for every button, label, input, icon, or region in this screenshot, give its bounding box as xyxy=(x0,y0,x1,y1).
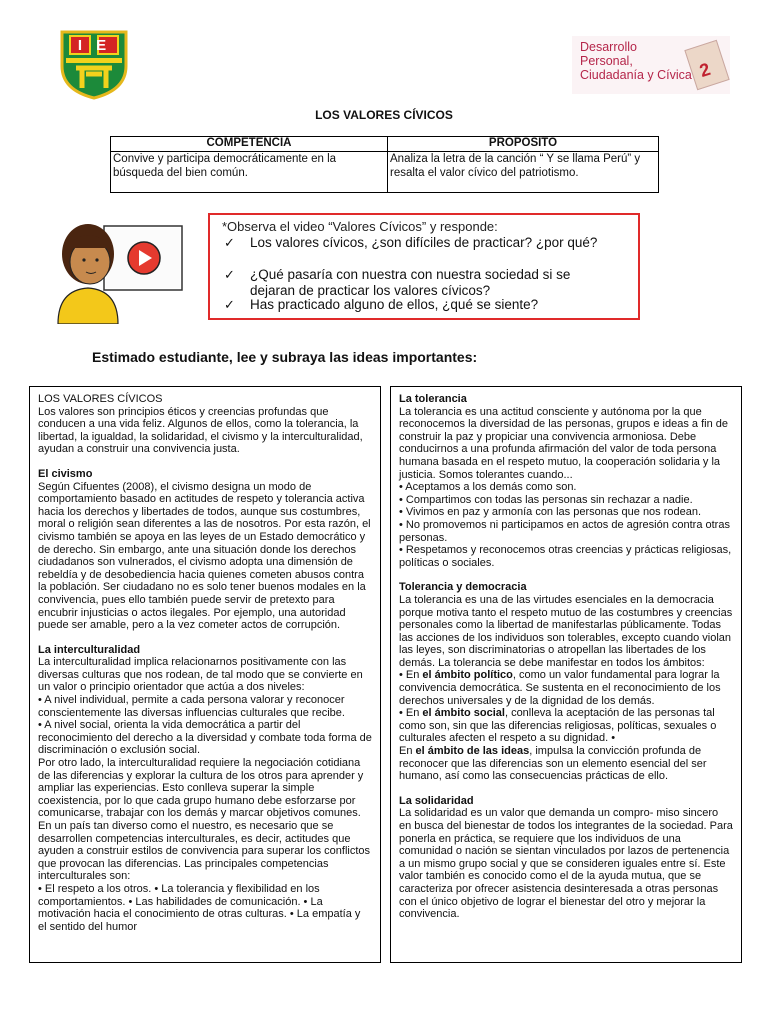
section-heading: El civismo xyxy=(38,467,93,480)
observe-box xyxy=(208,213,640,320)
paragraph: En un país tan diverso como el nuestro, es necesario que se desarrollen competencias interculturales, es decir, actitudes que ayuden a construir estilos de convivencia para superar los conflictos que provocan las diferencias. Las principales competencias interculturales son: xyxy=(38,820,371,883)
cell-proposito: Analiza la letra de la canción “ Y se llama Perú” y resalta el valor cívico del patriotismo. xyxy=(388,152,659,193)
section-heading: La interculturalidad xyxy=(38,643,141,656)
question-item xyxy=(224,267,610,299)
question-text: Los valores cívicos, ¿son difíciles de practicar? ¿por qué? xyxy=(250,235,598,250)
question-text: Has practicado alguno de ellos, ¿qué se siente? xyxy=(250,297,539,312)
paragraph: Según Cifuentes (2008), el civismo designa un modo de comportamiento basado en actitudes de respeto y tolerancia activa hacia los derechos y libertades de todos, aunque sus costumbres, moral o religión sean diferentes a las de nosotros. Por esta razón, el civismo también se apoya en las leyes de un Estado democrático y de derecho. Sin embargo, ante una situación donde los derechos ciudadanos son vulnerados, el civismo adopta una dimensión de rebeldía y de desobediencia hacia quienes cometen abusos contra la población. Ser ciudadano no es solo tener buenos modales en la convivencia, pues ello también puede servir de pretexto para encubrir injusticias o actos ilegales. Por ejemplo, una autoridad puede ser amable, pero a la vez cometer actos de corrupción. xyxy=(38,480,371,632)
school-logo xyxy=(56,28,132,100)
list-item: En el ámbito de las ideas, impulsa la convicción profunda de reconocer que las diferencias son un elemento esencial del ser humano, así como las consecuencias prácticas de ello. xyxy=(399,745,707,783)
section-heading: La solidaridad xyxy=(399,794,474,807)
paragraph: La solidaridad es un valor que demanda un compro- miso sincero en busca del bienestar de todos los integrantes de la sociedad. Para ponerla en práctica, se requiere que los individuos de una comunidad o nación se sientan vinculados por lazos de pertenencia a un mismo grupo social y que se consideren iguales entre sí. Este valor también es conocido como el de la ayuda mutua, que se caracteriza por ofrecer asistencia desinteresada a otras personas con el único objetivo de lograr el bienestar del otro y mejorar la convivencia. xyxy=(399,807,733,921)
book-logo xyxy=(572,36,730,94)
intro-instruction: Estimado estudiante, lee y subraya las ideas importantes: xyxy=(92,349,478,365)
check-icon: ✓ xyxy=(224,235,235,250)
check-icon: ✓ xyxy=(224,267,235,282)
question-item xyxy=(224,235,610,251)
paragraph: Los valores son principios éticos y creencias profundas que conducen a una vida feliz. Algunos de ellos, como la tolerancia, la libertad, la igualdad, la solidaridad, el civismo y la interculturalidad, ayudan a construir una convivencia justa. xyxy=(38,405,363,456)
question-item xyxy=(224,297,610,313)
student-video-illustration xyxy=(52,208,184,324)
competencia-table xyxy=(110,136,659,193)
list-item: • Compartimos con todas las personas sin rechazar a nadie. xyxy=(399,493,693,506)
left-column xyxy=(29,386,381,963)
list-item: • En el ámbito político, como un valor fundamental para lograr la convivencia democrática. Se sustenta en el reconocimiento de los derechos universales y de la dignidad de los demás. xyxy=(399,669,721,707)
paragraph: • El respeto a los otros. • La tolerancia y flexibilidad en los comportamientos. • Las habilidades de comunicación. • La motivación hacia el conocimiento de otras culturas. • La empatía y el sentido del humor xyxy=(38,882,361,933)
check-icon: ✓ xyxy=(224,297,235,312)
paragraph: La interculturalidad implica relacionarnos positivamente con las diversas culturas que nos rodean, de tal modo que se convierte en un valor o principio orientador que actúa a dos niveles: xyxy=(38,656,363,694)
list-item: • Vivimos en paz y armonía con las personas que nos rodean. xyxy=(399,506,702,519)
book-title: Desarrollo Personal, Ciudadanía y Cívica xyxy=(580,40,692,82)
list-item: • A nivel individual, permite a cada persona valorar y reconocer conscientemente las diversas influencias culturales que recibe. xyxy=(38,694,345,719)
paragraph: La tolerancia es una de las virtudes esenciales en la democracia porque motiva tanto el respeto mutuo de las costumbres y creencias personales como la libertad de manifestarlas públicamente. Todas las acciones de los individuos son tolerables, excepto cuando violan las leyes, son discriminatorias o atropellan las libertades de los demás. La tolerancia se debe manifestar en todos los ámbitos: xyxy=(399,593,733,669)
right-column xyxy=(390,386,742,963)
paragraph: Por otro lado, la interculturalidad requiere la negociación cotidiana de las diferencias y explorar la cultura de los otros para aprender y ampliar las experiencias. Esto conlleva superar la simple coexistencia, por lo que cada grupo humano debe esforzarse por comunicarse, trabajar con los demás y marcar objetivos comunes. xyxy=(38,757,364,820)
cell-competencia: Convive y participa democráticamente en la búsqueda del bien común. xyxy=(111,152,388,193)
section-heading: La tolerancia xyxy=(399,393,467,405)
book-number: 2 xyxy=(697,58,713,82)
header-competencia: COMPETENCIA xyxy=(111,137,388,152)
list-item: • No promovemos ni participamos en actos de agresión contra otras personas. xyxy=(399,518,730,544)
question-text: ¿Qué pasaría con nuestra con nuestra sociedad si se dejaran de practicar los valores cívicos? xyxy=(250,267,571,298)
list-item: • En el ámbito social, conlleva la aceptación de las personas tal como son, sin que las diferencias religiosas, políticas, sexuales o culturales afecten el respeto a su dignidad. • xyxy=(399,707,717,745)
section-heading: LOS VALORES CÍVICOS xyxy=(38,393,163,405)
list-item: • Aceptamos a los demás como son. xyxy=(399,481,577,494)
header-proposito: PROPOSITO xyxy=(388,137,659,152)
page-title: LOS VALORES CÍVICOS xyxy=(315,108,453,122)
paragraph: La tolerancia es una actitud consciente y autónoma por la que reconocemos la diversidad de las personas, grupos e ideas a fin de construir la paz y propiciar una convivencia armoniosa. Debe conducirnos a una profunda afirmación del valor de toda persona humana basada en el respeto mutuo, la cooperación solidaria y la justicia. Somos tolerantes cuando... xyxy=(399,405,728,481)
observe-prompt: *Observa el video “Valores Cívicos” y responde: xyxy=(222,219,498,234)
logo-letters: IE xyxy=(77,37,121,54)
list-item: • A nivel social, orienta la vida democrática a partir del reconocimiento del derecho a la diversidad y combate toda forma de discriminación o exclusión social. xyxy=(38,719,372,757)
section-heading: Tolerancia y democracia xyxy=(399,581,527,594)
list-item: • Respetamos y reconocemos otras creencias y prácticas religiosas, políticas o sociales. xyxy=(399,544,732,569)
